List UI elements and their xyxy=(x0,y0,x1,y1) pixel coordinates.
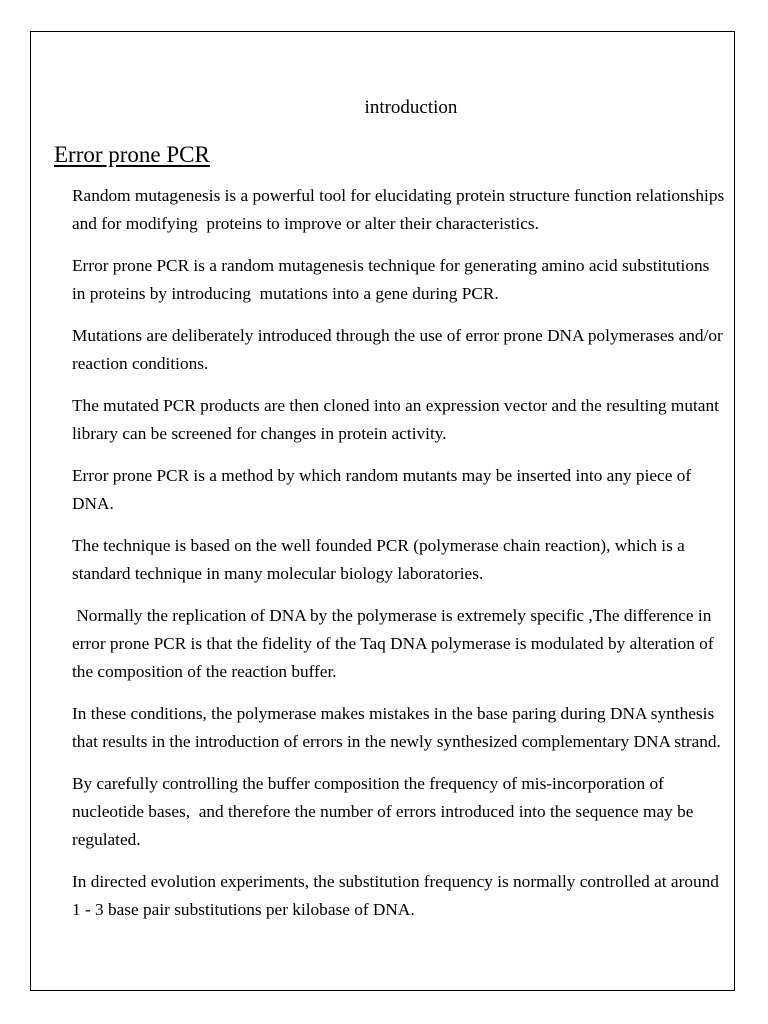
paragraph-polymerase-fidelity: Normally the replication of DNA by the polymerase is extremely specific ,The difference in error prone PCR is that the fidelity of the Taq DNA polymerase is modulated by alteration of the composition of the reaction buffer. xyxy=(72,606,718,681)
paragraph-error-prone-technique: Error prone PCR is a random mutagenesis technique for generating amino acid substitutions in proteins by introducing mutations into a gene during PCR. xyxy=(72,256,714,303)
paragraph-buffer-control: By carefully controlling the buffer composition the frequency of mis-incorporation of nucleotide bases, and therefore the number of errors introduced into the sequence may be regulated. xyxy=(72,774,698,849)
section-heading: Error prone PCR xyxy=(54,142,210,167)
paragraph-substitution-frequency: In directed evolution experiments, the substitution frequency is normally controlled at around 1 - 3 base pair substitutions per kilobase of DNA. xyxy=(72,872,724,919)
paragraph-cloning-screening: The mutated PCR products are then cloned into an expression vector and the resulting mutant library can be screened for changes in protein activity. xyxy=(72,396,724,443)
paragraph-random-mutagenesis: Random mutagenesis is a powerful tool for elucidating protein structure function relationships and for modifying proteins to improve or alter their characteristics. xyxy=(72,186,729,233)
body-text xyxy=(72,182,727,938)
paragraph-mutations-introduced: Mutations are deliberately introduced through the use of error prone DNA polymerases and/or reaction conditions. xyxy=(72,326,728,373)
paragraph-pcr-basis: The technique is based on the well founded PCR (polymerase chain reaction), which is a standard technique in many molecular biology laboratories. xyxy=(72,536,690,583)
paragraph-base-pairing-errors: In these conditions, the polymerase makes mistakes in the base paring during DNA synthesis that results in the introduction of errors in the newly synthesized complementary DNA strand. xyxy=(72,704,721,751)
document-title: introduction xyxy=(364,97,458,118)
paragraph-random-mutants: Error prone PCR is a method by which random mutants may be inserted into any piece of DNA. xyxy=(72,466,696,513)
